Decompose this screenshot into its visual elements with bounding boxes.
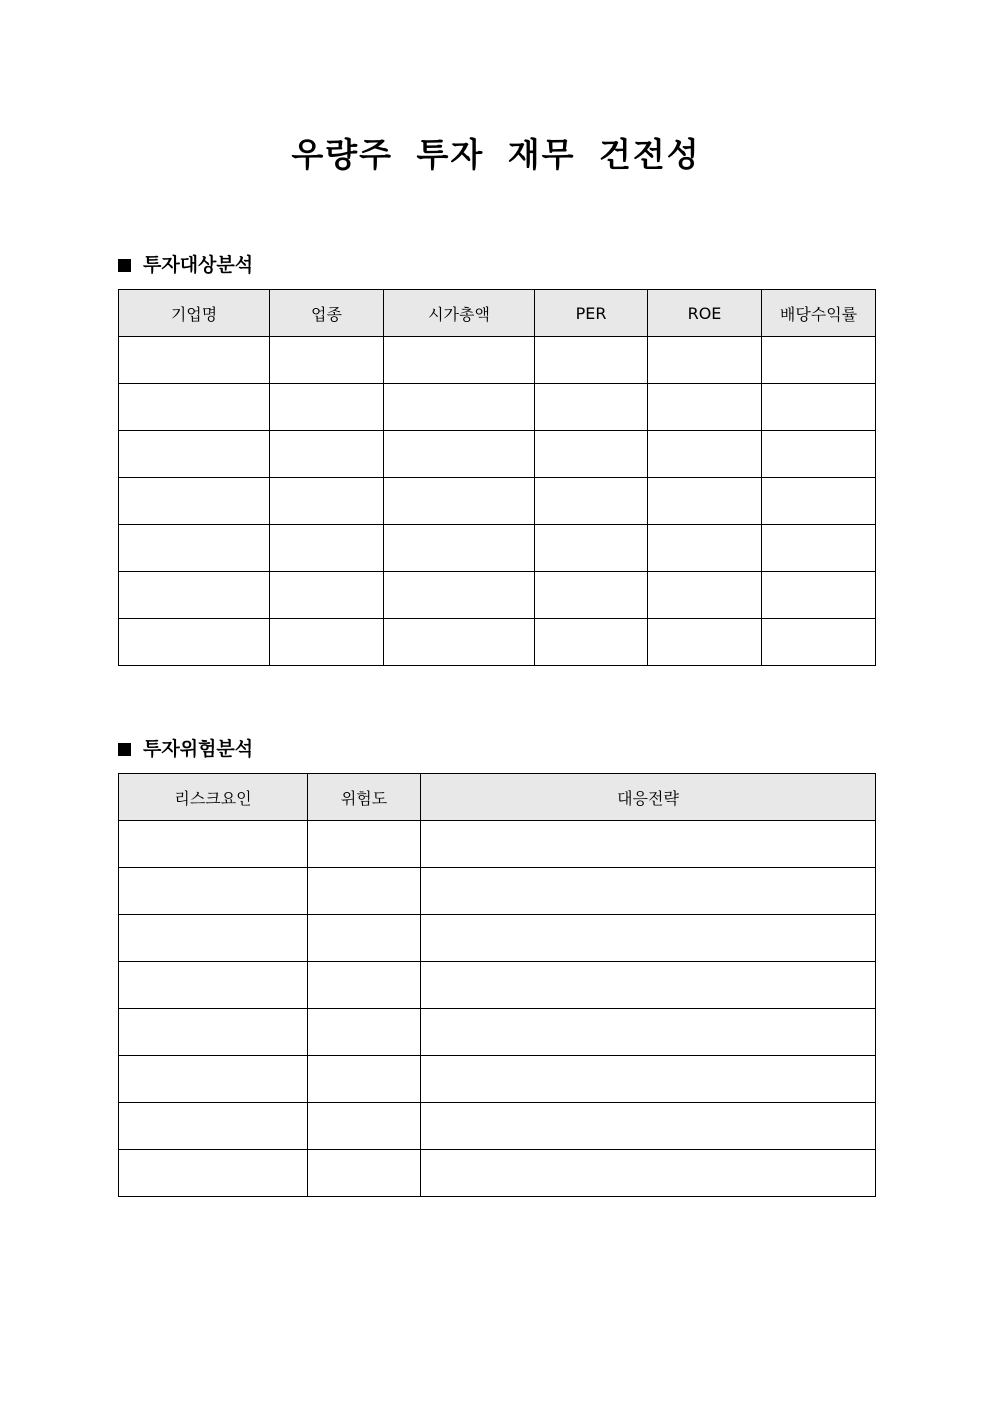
- table-cell[interactable]: [308, 1150, 421, 1197]
- table-cell[interactable]: [535, 337, 648, 384]
- table-cell[interactable]: [535, 525, 648, 572]
- table-row: [119, 962, 876, 1009]
- table-row: [119, 821, 876, 868]
- table-row: [119, 431, 876, 478]
- column-header-company: 기업명: [119, 290, 270, 337]
- table-cell[interactable]: [119, 1009, 308, 1056]
- table-cell[interactable]: [648, 337, 762, 384]
- column-header-market-cap: 시가총액: [384, 290, 535, 337]
- table-cell[interactable]: [421, 1103, 876, 1150]
- table-cell[interactable]: [308, 962, 421, 1009]
- column-header-per: PER: [535, 290, 648, 337]
- table-row: [119, 478, 876, 525]
- table-row: [119, 1103, 876, 1150]
- page-title: 우량주 투자 재무 건전성: [291, 135, 701, 174]
- table-cell[interactable]: [119, 1103, 308, 1150]
- table-cell[interactable]: [119, 619, 270, 666]
- investment-risk-table: [118, 773, 876, 1197]
- table-cell[interactable]: [308, 821, 421, 868]
- table-cell[interactable]: [119, 868, 308, 915]
- table-row: [119, 619, 876, 666]
- column-header-dividend-yield: 배당수익률: [762, 290, 876, 337]
- table-row: [119, 1009, 876, 1056]
- section-heading-investment-target: [118, 252, 253, 278]
- column-header-roe: ROE: [648, 290, 762, 337]
- table-cell[interactable]: [270, 478, 384, 525]
- table-cell[interactable]: [384, 619, 535, 666]
- table-row: [119, 337, 876, 384]
- table-cell[interactable]: [384, 478, 535, 525]
- table-row: [119, 915, 876, 962]
- table-cell[interactable]: [119, 337, 270, 384]
- table-cell[interactable]: [535, 478, 648, 525]
- table-cell[interactable]: [308, 868, 421, 915]
- table-cell[interactable]: [535, 431, 648, 478]
- table-cell[interactable]: [384, 572, 535, 619]
- table-cell[interactable]: [119, 572, 270, 619]
- table-cell[interactable]: [270, 384, 384, 431]
- column-header-risk-factor: 리스크요인: [119, 774, 308, 821]
- table-cell[interactable]: [119, 1056, 308, 1103]
- table-cell[interactable]: [270, 337, 384, 384]
- table-cell[interactable]: [648, 619, 762, 666]
- table-cell[interactable]: [648, 525, 762, 572]
- table-cell[interactable]: [270, 431, 384, 478]
- table-cell[interactable]: [421, 962, 876, 1009]
- table-cell[interactable]: [119, 431, 270, 478]
- table-cell[interactable]: [762, 619, 876, 666]
- table-cell[interactable]: [535, 572, 648, 619]
- table-cell[interactable]: [421, 1009, 876, 1056]
- table-cell[interactable]: [762, 525, 876, 572]
- table-cell[interactable]: [384, 525, 535, 572]
- table-cell[interactable]: [421, 1150, 876, 1197]
- table-row: [119, 1056, 876, 1103]
- table-cell[interactable]: [421, 868, 876, 915]
- section-heading-label: 투자위험분석: [143, 738, 254, 760]
- table-cell[interactable]: [762, 384, 876, 431]
- column-header-industry: 업종: [270, 290, 384, 337]
- table-cell[interactable]: [648, 572, 762, 619]
- table-cell[interactable]: [308, 915, 421, 962]
- column-header-response-strategy: 대응전략: [421, 774, 876, 821]
- table-cell[interactable]: [762, 337, 876, 384]
- table-cell[interactable]: [119, 821, 308, 868]
- square-bullet-icon: [118, 743, 131, 756]
- table-cell[interactable]: [535, 384, 648, 431]
- table-cell[interactable]: [648, 431, 762, 478]
- section-heading-investment-risk: [118, 736, 253, 762]
- table-cell[interactable]: [384, 431, 535, 478]
- table-cell[interactable]: [762, 431, 876, 478]
- table-row: [119, 868, 876, 915]
- table-row: [119, 572, 876, 619]
- table-cell[interactable]: [762, 572, 876, 619]
- table-cell[interactable]: [119, 384, 270, 431]
- table-cell[interactable]: [384, 337, 535, 384]
- table-cell[interactable]: [119, 525, 270, 572]
- table-cell[interactable]: [535, 619, 648, 666]
- table-cell[interactable]: [270, 619, 384, 666]
- table-cell[interactable]: [648, 478, 762, 525]
- table-row: [119, 384, 876, 431]
- table-row: [119, 525, 876, 572]
- table-header-row: [119, 774, 876, 821]
- table-cell[interactable]: [762, 478, 876, 525]
- table-cell[interactable]: [648, 384, 762, 431]
- table-cell[interactable]: [384, 384, 535, 431]
- table-cell[interactable]: [308, 1103, 421, 1150]
- table-cell[interactable]: [421, 1056, 876, 1103]
- table-cell[interactable]: [308, 1056, 421, 1103]
- table-row: [119, 1150, 876, 1197]
- investment-target-table: [118, 289, 876, 666]
- table-cell[interactable]: [421, 821, 876, 868]
- table-cell[interactable]: [119, 478, 270, 525]
- table-cell[interactable]: [270, 572, 384, 619]
- table-cell[interactable]: [119, 1150, 308, 1197]
- table-cell[interactable]: [270, 525, 384, 572]
- column-header-risk-level: 위험도: [308, 774, 421, 821]
- section-heading-label: 투자대상분석: [143, 254, 254, 276]
- table-cell[interactable]: [119, 915, 308, 962]
- table-cell[interactable]: [308, 1009, 421, 1056]
- square-bullet-icon: [118, 259, 131, 272]
- table-header-row: [119, 290, 876, 337]
- table-cell[interactable]: [119, 962, 308, 1009]
- table-cell[interactable]: [421, 915, 876, 962]
